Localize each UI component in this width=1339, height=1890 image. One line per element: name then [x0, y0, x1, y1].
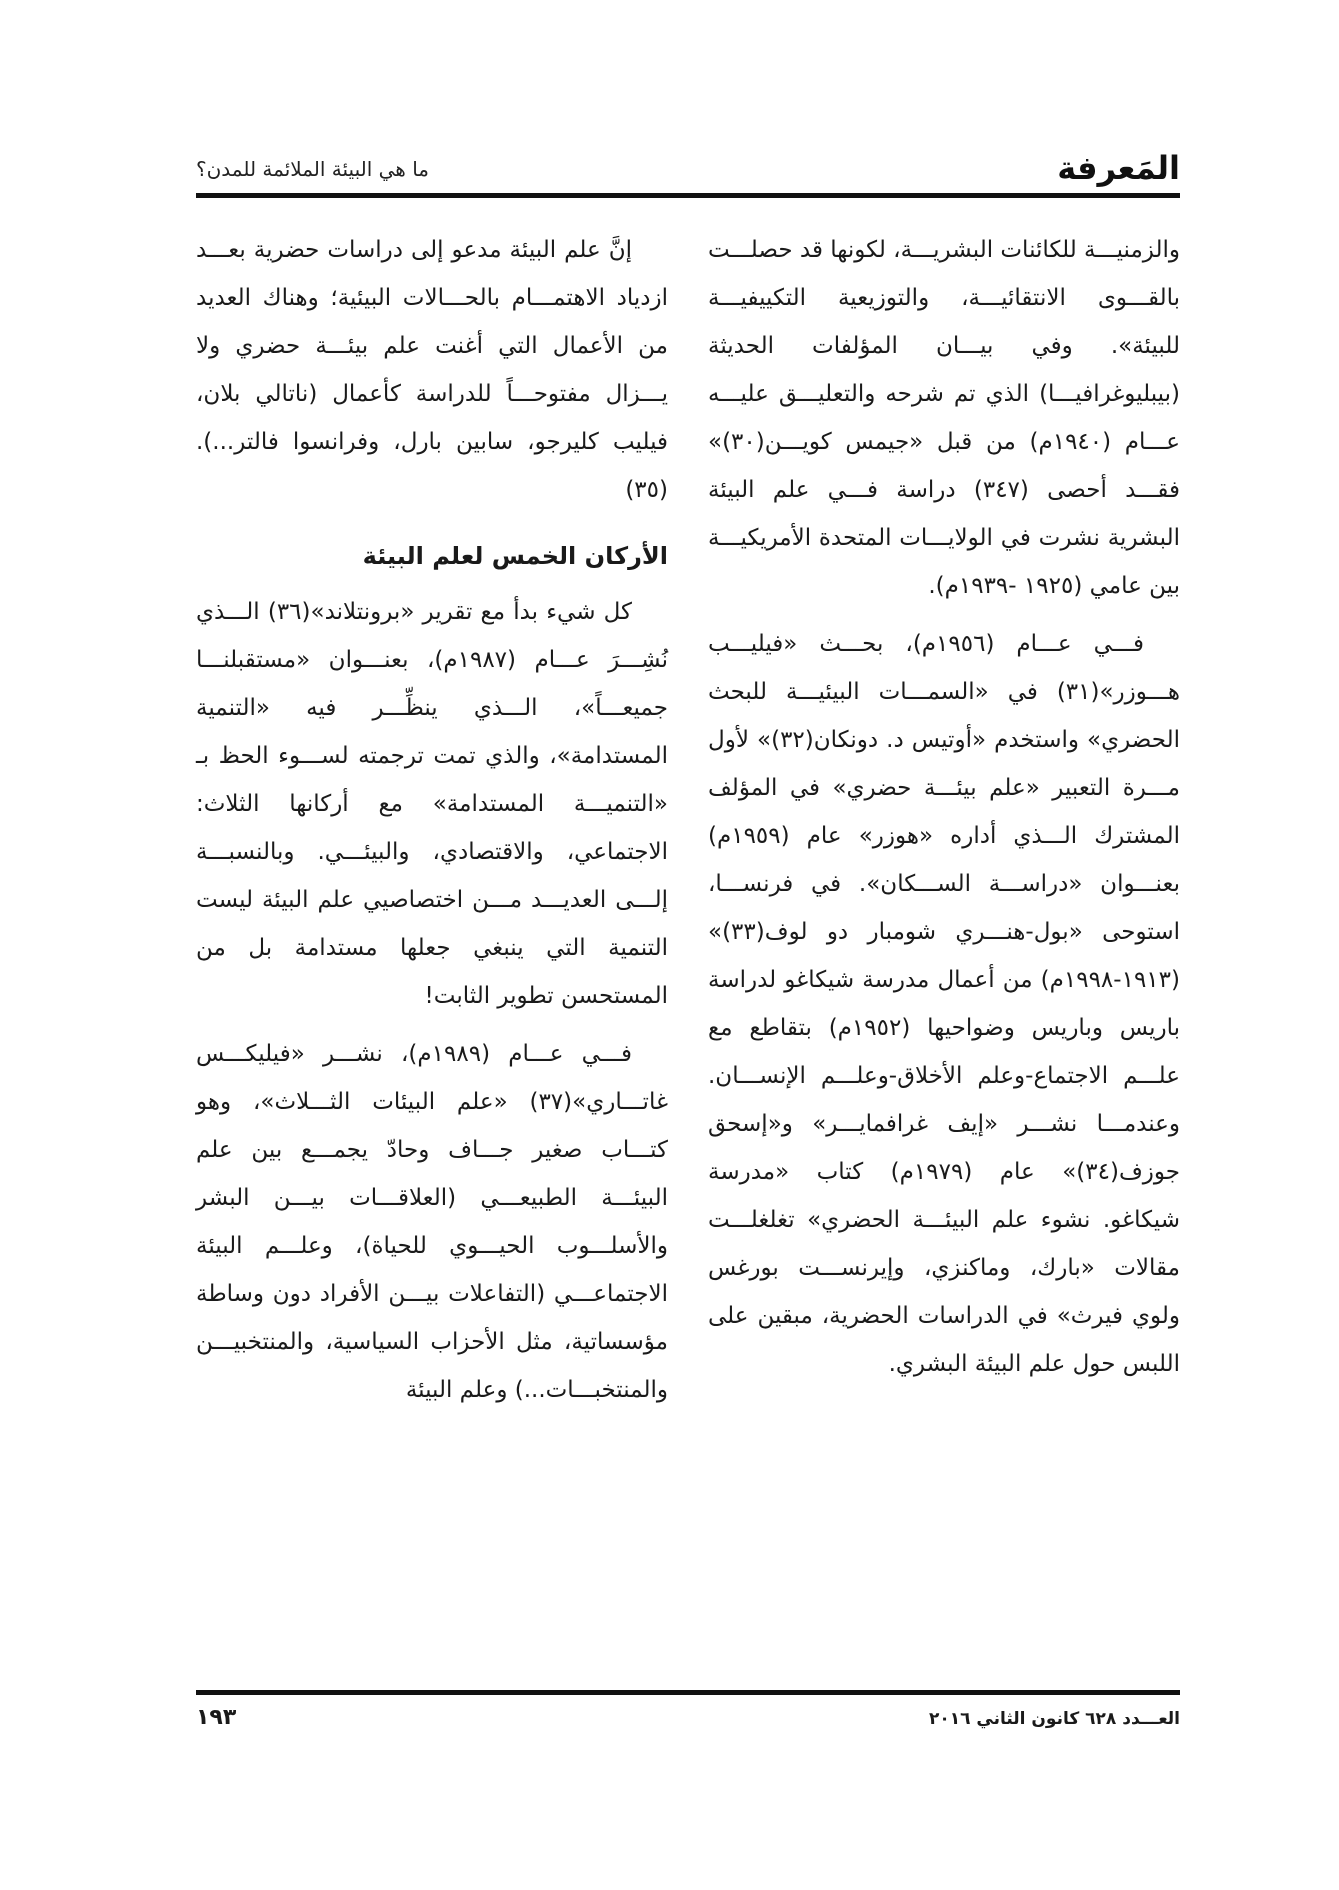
- header-rule: [196, 193, 1180, 198]
- issue-info: العـــدد ٦٢٨ كانون الثاني ٢٠١٦: [928, 1709, 1180, 1729]
- footer-rule: [196, 1690, 1180, 1695]
- paragraph: إنَّ علم البيئة مدعو إلى دراسات حضرية بعـــد ازدياد الاهتمـــام بالحـــالات البيئية؛ وهناك العديد من الأعمال التي أغنت علم بيئـــة حضري ولا يـــزال مفتوحـــاً للدراسة كأعمال (ناتالي بلان، فيليب كليرجو، سابين بارل، وفرانسوا فالتر...).(٣٥): [196, 237, 668, 503]
- running-title: ما هي البيئة الملائمة للمدن؟: [196, 157, 430, 181]
- left-column: [196, 226, 668, 1424]
- magazine-logo: المَعرفة: [1057, 149, 1180, 187]
- page-header: [196, 148, 1180, 188]
- right-column: [708, 226, 1180, 1398]
- section-heading: الأركان الخمس لعلم البيئة: [362, 542, 668, 570]
- paragraph: فـــي عـــام (١٩٥٦م)، بحـــث «فيليـــب هـــوزر»(٣١) في «السمـــات البيئيـــة للبحث الحضري» واستخدم «أوتيس د. دونكان(٣٢)» لأول مـــرة التعبير «علم بيئـــة حضري» في المؤلف المشترك الـــذي أداره «هوزر» عام (١٩٥٩م) بعنـــوان «دراســـة الســـكان». في فرنســـا، استوحى «بول-هنـــري شومبار دو لوف(٣٣)» (١٩١٣-١٩٩٨م) من أعمال مدرسة شيكاغو لدراسة باريس وباريس وضواحيها (١٩٥٢م) بتقاطع مع علـــم الاجتماع-وعلم الأخلاق-وعلـــم الإنســـان. وعندمـــا نشـــر «إيف غرافمايـــر» و«إسحق جوزف(٣٤)» عام (١٩٧٩م) كتاب «مدرسة شيكاغو. نشوء علم البيئـــة الحضري» تغلغلـــت مقالات «بارك، وماكنزي، وإيرنســـت بورغس ولوي فيرث» في الدراسات الحضرية، مبقين على اللبس حول علم البيئة البشري.: [708, 631, 1180, 1377]
- paragraph: فـــي عـــام (١٩٨٩م)، نشـــر «فيليكـــس غاتـــاري»(٣٧) «علم البيئات الثـــلاث»، وهو كتـــاب صغير جـــاف وحادّ يجمـــع بين علم البيئـــة الطبيعـــي (العلاقـــات بيـــن البشر والأسلـــوب الحيـــوي للحياة)، وعلـــم البيئة الاجتماعـــي (التفاعلات بيـــن الأفراد دون وساطة مؤسساتية، مثل الأحزاب السياسية، والمنتخبيـــن والمنتخبـــات...) وعلم البيئة: [196, 1041, 668, 1403]
- page-number: ١٩٣: [196, 1705, 237, 1730]
- page-footer: [196, 1700, 1180, 1740]
- paragraph: والزمنيـــة للكائنات البشريـــة، لكونها قد حصلـــت بالقـــوى الانتقائيـــة، والتوزيعية التكييفيـــة للبيئة». وفي بيـــان المؤلفات الحديثة (بيبليوغرافيـــا) الذي تم شرحه والتعليـــق عليـــه عـــام (١٩٤٠م) من قبل «جيمس كويـــن(٣٠)» فقـــد أحصى (٣٤٧) دراسة فـــي علم البيئة البشرية نشرت في الولايـــات المتحدة الأمريكيـــة بين عامي (١٩٢٥ -١٩٣٩م).: [708, 237, 1180, 599]
- paragraph: كل شيء بدأ مع تقرير «برونتلاند»(٣٦) الـــذي نُشِـــرَ عـــام (١٩٨٧م)، بعنـــوان «مستقبلنـــا جميعـــاً»، الـــذي ينظِّـــر فيه «التنمية المستدامة»، والذي تمت ترجمته لســـوء الحظ بـ «التنميـــة المستدامة» مع أركانها الثلاث: الاجتماعي، والاقتصادي، والبيئـــي. وبالنسبـــة إلـــى العديـــد مـــن اختصاصيي علم البيئة ليست التنمية التي ينبغي جعلها مستدامة بل من المستحسن تطوير الثابت!: [196, 599, 668, 1009]
